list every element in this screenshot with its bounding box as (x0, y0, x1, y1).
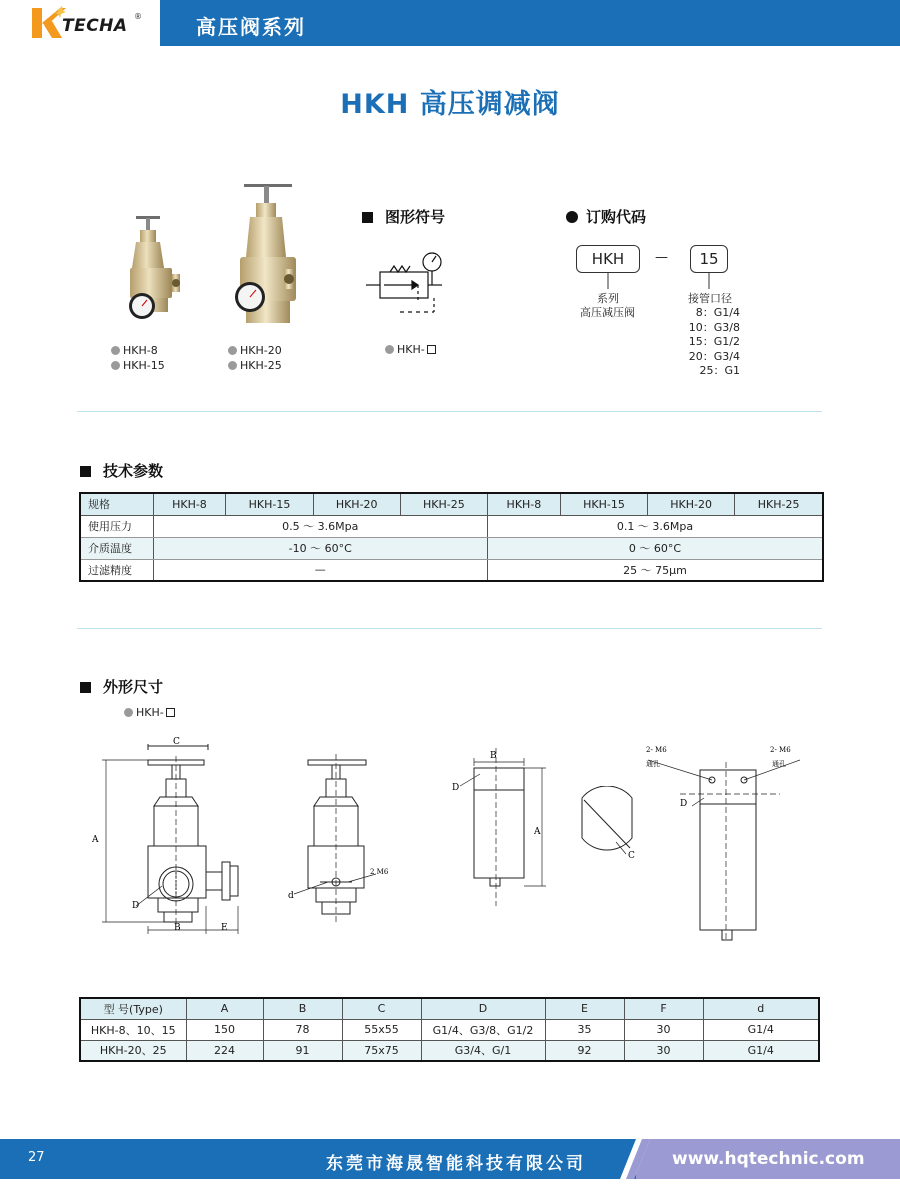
m6-label-right: 2- M6 (770, 746, 791, 754)
logo-text: TECHA (62, 16, 128, 36)
bullet-dot-icon (228, 361, 237, 370)
series-description: 高压减压阀 (580, 306, 635, 319)
order-code-dash: — (655, 250, 668, 265)
top-view-drawing (640, 742, 810, 946)
section-view-drawing (570, 786, 650, 866)
dim-label-b: B (174, 923, 181, 933)
order-code-series-box: HKH (576, 245, 640, 273)
dim-label-e: E (221, 923, 228, 933)
company-name: 东莞市海晟智能科技有限公司 (326, 1154, 586, 1174)
section-divider (77, 411, 822, 412)
hkh-small-product-image (120, 212, 198, 332)
dimensions-model-label: HKH- (124, 705, 175, 720)
small-model-labels: HKH-8 HKH-15 (111, 343, 165, 373)
dim-label-c2: C (628, 851, 635, 861)
series-label: 系列 (597, 292, 619, 305)
logo-registered-mark: ® (134, 12, 142, 21)
port-options-list: 8：G1/4 10：G3/8 15：G1/2 20：G3/4 25：G1 (688, 306, 740, 377)
page-title: HKH 高压调减阀 (340, 89, 560, 120)
dim-label-d2: D (452, 783, 460, 793)
website-link[interactable]: www.hqtechnic.com (672, 1149, 865, 1169)
large-model-labels: HKH-20 HKH-25 (228, 343, 282, 373)
dim-label-d: D (132, 901, 140, 911)
table-header-row: 型 号(Type) A B C D E F d (80, 998, 819, 1019)
footer-slash-decoration (620, 1139, 650, 1179)
symbol-model-label: HKH- (385, 342, 436, 357)
symbol-heading: 图形符号 (362, 206, 445, 227)
through-hole-right: 通孔 (772, 760, 786, 768)
dim-label-a2: A (534, 827, 541, 837)
bullet-dot-icon (124, 708, 133, 717)
table-row: 过滤精度 — 25 ～ 75μm (80, 559, 823, 581)
dim-label-c: C (173, 737, 180, 747)
tech-params-table (79, 492, 824, 582)
square-bullet-icon (362, 212, 373, 223)
bullet-dot-icon (111, 361, 120, 370)
page-number: 27 (28, 1150, 45, 1165)
table-row: HKH-8、10、15 150 78 55x55 G1/4、G3/8、G1/2 35 30 G1/4 (80, 1019, 819, 1040)
hkh-large-product-image (226, 181, 306, 331)
order-code-heading: 订购代码 (566, 206, 646, 227)
side-view-drawing (284, 752, 394, 932)
table-header-row: 规格 HKH-8 HKH-15 HKH-20 HKH-25 HKH-8 HKH-15 HKH-20 HKH-25 (80, 493, 823, 515)
dimensions-heading: 外形尺寸 (80, 676, 163, 697)
through-hole-left: 通孔 (646, 760, 660, 768)
dimensions-table (79, 997, 820, 1062)
placeholder-square-icon (427, 345, 436, 354)
dim-label-a: A (92, 835, 99, 845)
series-title: 高压阀系列 (196, 15, 306, 39)
bowl-view-drawing (446, 744, 556, 914)
table-row: HKH-20、25 224 91 75x75 G3/4、G/1 92 30 G1/4 (80, 1040, 819, 1061)
round-bullet-icon (566, 211, 578, 223)
logo-k-icon (30, 6, 66, 40)
front-view-drawing (88, 736, 258, 936)
section-divider (77, 628, 822, 629)
order-code-connectors (600, 273, 720, 293)
dim-label-small-d: d (288, 891, 294, 901)
port-size-label: 接管口径 (688, 292, 732, 305)
bullet-dot-icon (228, 346, 237, 355)
square-bullet-icon (80, 682, 91, 693)
order-code-port-box: 15 (690, 245, 728, 273)
tech-params-heading: 技术参数 (80, 460, 163, 481)
bullet-dot-icon (385, 345, 394, 354)
m6-label: 2 M6 (370, 868, 389, 876)
square-bullet-icon (80, 466, 91, 477)
bullet-dot-icon (111, 346, 120, 355)
table-row: 使用压力 0.5 ～ 3.6Mpa 0.1 ～ 3.6Mpa (80, 515, 823, 537)
pneumatic-symbol-diagram (360, 240, 460, 320)
table-row: 介质温度 -10 ～ 60°C 0 ～ 60°C (80, 537, 823, 559)
m6-label-left: 2- M6 (646, 746, 667, 754)
placeholder-square-icon (166, 708, 175, 717)
dim-label-d3: D (680, 799, 688, 809)
dim-label-b2: B (490, 751, 497, 761)
logo (0, 0, 160, 46)
